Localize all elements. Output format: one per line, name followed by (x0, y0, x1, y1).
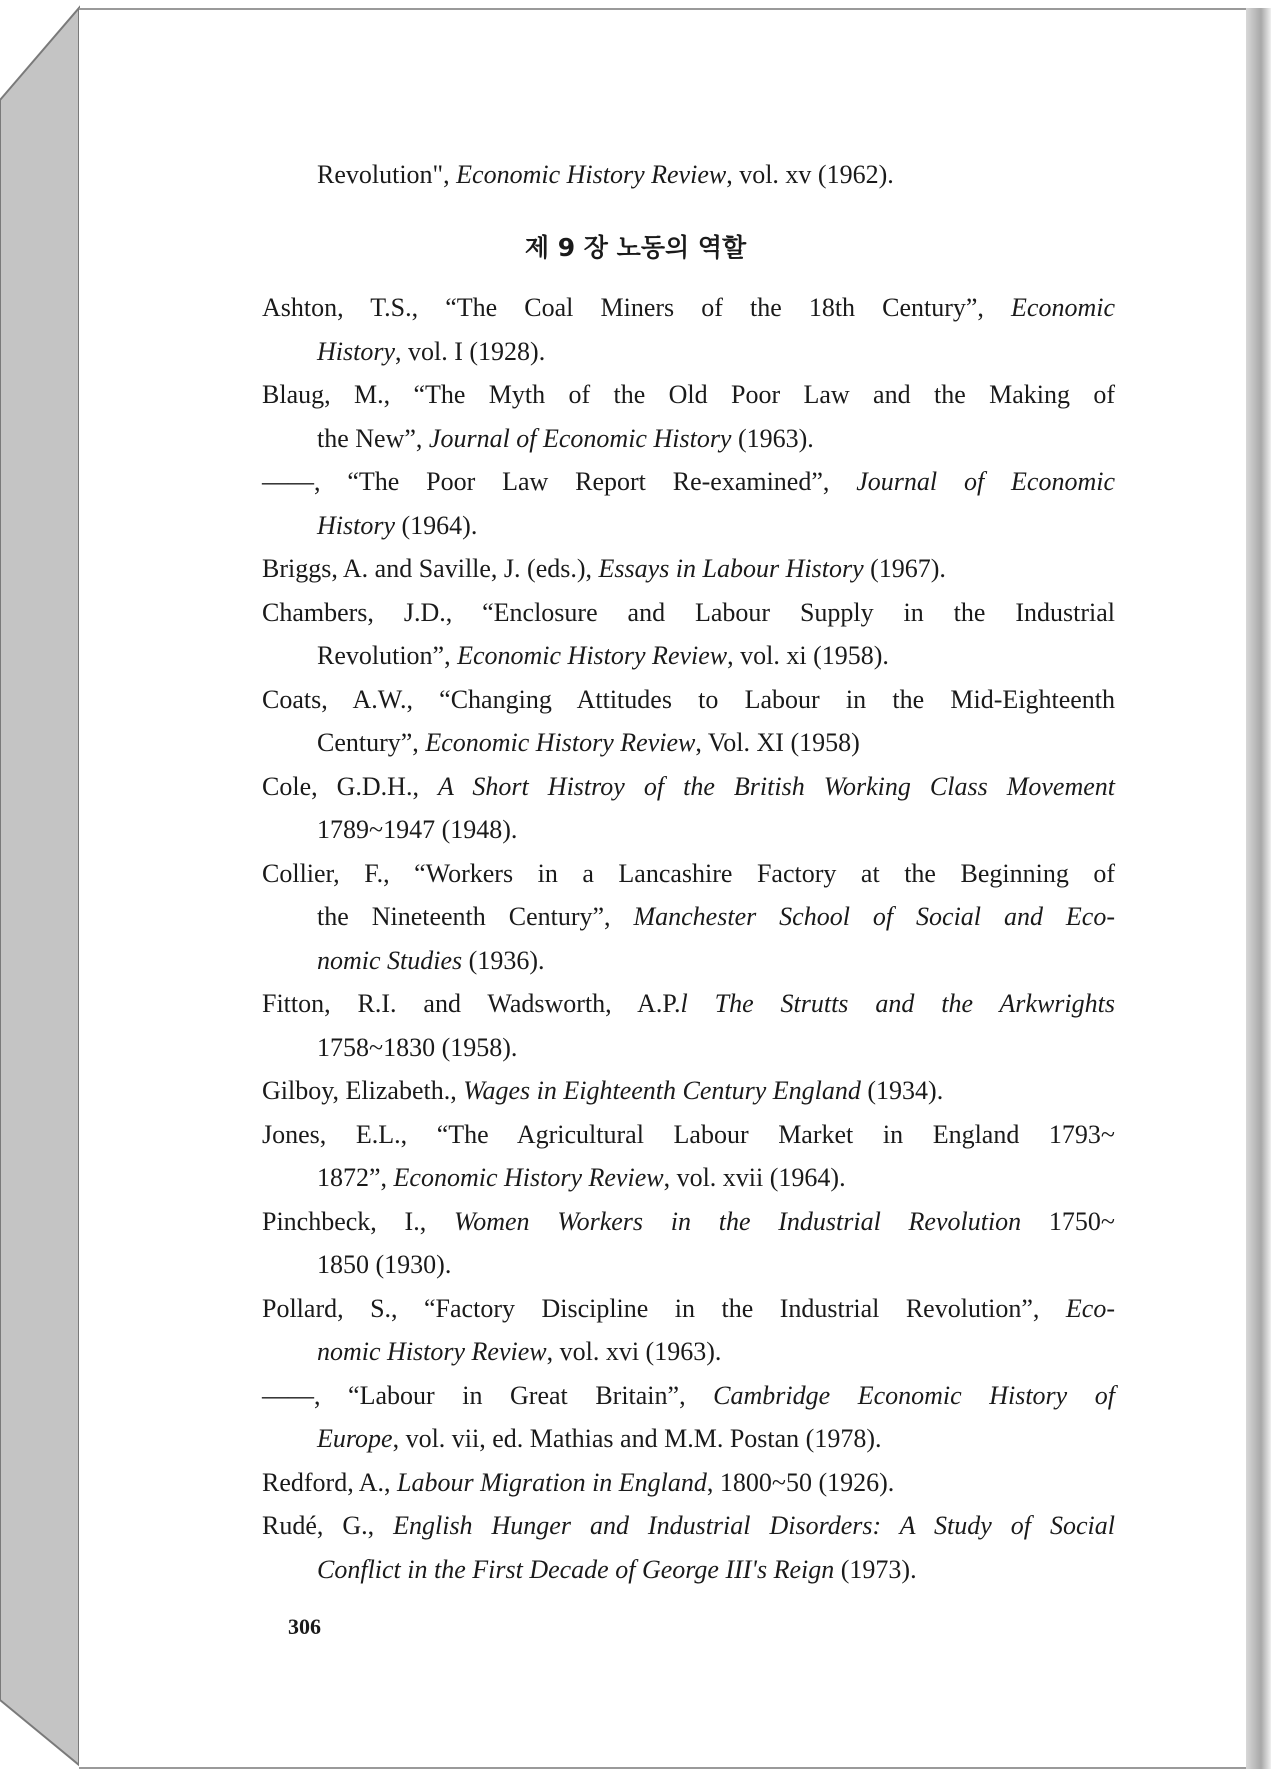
text-line (262, 1374, 1115, 1418)
text-line (317, 721, 860, 765)
text-run: Gilboy, Elizabeth., (262, 1076, 464, 1105)
text-line (317, 1330, 721, 1374)
italic-title: Conflict in the First Decade of George III's Reign (317, 1554, 835, 1584)
text-run: (1936). (462, 945, 545, 975)
text-line (262, 1461, 894, 1505)
italic-title: Cambridge Economic History of (713, 1380, 1116, 1410)
text-line (262, 1069, 943, 1113)
text-run: (1963). (731, 423, 814, 453)
italic-title: Economic (1011, 293, 1115, 322)
italic-title: Essays in Labour History (598, 554, 864, 583)
text-line (262, 373, 1115, 417)
text-run: Revolution”, (317, 641, 458, 670)
italic-title: Economic History Review (456, 160, 727, 189)
text-line (317, 417, 814, 461)
page-number: 306 (288, 1614, 321, 1639)
text-run: 1872”, (317, 1163, 394, 1192)
text-run: ——, “The Poor Law Report Re-examined”, (262, 467, 857, 496)
text-run: Jones, E.L., “The Agricultural Labour Market in England 1793~ (262, 1119, 1115, 1149)
italic-title: Women Workers in the Industrial Revolution (453, 1206, 1022, 1236)
text-run: Ashton, T.S., “The Coal Miners of the 18th Century”, (262, 293, 1012, 322)
text-line (317, 895, 1115, 939)
text-run: Pollard, S., “Factory Discipline in the Industrial Revolution”, (262, 1293, 1066, 1323)
italic-title: Economic History Review (457, 641, 728, 670)
text-run: Cole, G.D.H., (262, 771, 438, 801)
text-run: Collier, F., “Workers in a Lancashire Factory at the Beginning of (262, 858, 1115, 888)
text-line (262, 1113, 1115, 1157)
text-run: ——, “Labour in Great Britain”, (262, 1380, 714, 1410)
text-run: Coats, A.W., “Changing Attitudes to Labour in the Mid-Eighteenth (262, 684, 1115, 714)
text-line (317, 504, 477, 548)
text-run: (1973). (834, 1554, 917, 1584)
book-spine (0, 0, 80, 1773)
text-run: 1850 (1930). (317, 1250, 452, 1279)
text-line (262, 852, 1115, 896)
text-run: , vol. xvi (1963). (546, 1337, 722, 1366)
text-line (262, 591, 1115, 635)
italic-title: l The Strutts and the Arkwrights (680, 989, 1115, 1018)
text-run: , 1800~50 (1926). (706, 1467, 895, 1497)
text-run: the New”, (317, 423, 429, 453)
italic-title: Europe (317, 1424, 393, 1453)
text-run: Blaug, M., “The Myth of the Old Poor Law and the Making of (262, 380, 1115, 409)
text-line (262, 678, 1115, 722)
text-line (262, 460, 1115, 504)
text-run: Fitton, R.I. and Wadsworth, A.P. (262, 989, 681, 1018)
text-line (317, 1026, 517, 1070)
text-run: , vol. xvii (1964). (663, 1163, 846, 1192)
italic-title: Manchester School of Social and Eco- (633, 902, 1116, 931)
page-edge-shadow (1246, 8, 1271, 1769)
text-run: , vol. xv (1962). (726, 160, 894, 189)
italic-title: Journal of Economic (856, 467, 1115, 496)
text-line (317, 939, 544, 983)
text-run: Rudé, G., (262, 1511, 394, 1540)
text-run: Briggs, A. and Saville, J. (eds.), (262, 554, 599, 583)
text-run: , vol. xi (1958). (727, 641, 889, 670)
text-run: (1934). (860, 1076, 944, 1105)
text-run: 1758~1830 (1958). (317, 1032, 518, 1062)
italic-title: Wages in Eighteenth Century England (463, 1076, 861, 1105)
italic-title: Economic History Review (425, 728, 696, 757)
text-line (317, 1243, 451, 1287)
text-line (262, 765, 1115, 809)
text-line (262, 982, 1115, 1026)
text-line (262, 547, 946, 591)
text-run: Revolution", (317, 160, 457, 189)
italic-title: History (317, 510, 395, 540)
italic-title: Labour Migration in England (397, 1467, 707, 1497)
text-line (317, 634, 889, 678)
text-run: , vol. I (1928). (395, 336, 546, 366)
text-line (317, 153, 894, 197)
text-line (262, 1200, 1115, 1244)
text-line (317, 1156, 846, 1200)
text-line (317, 1417, 882, 1461)
text-line (262, 1287, 1115, 1331)
text-run: Century”, (317, 728, 426, 757)
italic-title: A Short Histroy of the British Working Class Movement (438, 771, 1115, 801)
chapter-heading: 제 9 장 노동의 역할 (524, 233, 747, 262)
text-line (317, 808, 517, 852)
text-run: 1789~1947 (1948). (317, 815, 518, 844)
text-line (262, 286, 1115, 330)
italic-title: nomic Studies (317, 945, 463, 975)
text-line (317, 330, 545, 374)
text-line (317, 1548, 917, 1592)
text-run: 1750~ (1021, 1206, 1115, 1236)
text-line (262, 1504, 1115, 1548)
italic-title: Eco- (1065, 1293, 1115, 1323)
text-run: the Nineteenth Century”, (317, 902, 634, 931)
text-run: (1967). (863, 554, 946, 583)
italic-title: Economic History Review (393, 1163, 664, 1192)
italic-title: Journal of Economic History (428, 423, 732, 453)
text-run: , vol. vii, ed. Mathias and M.M. Postan (1978). (392, 1424, 882, 1453)
text-run: Pinchbeck, I., (262, 1206, 454, 1236)
text-run: Redford, A., (262, 1467, 398, 1497)
italic-title: nomic History Review (317, 1337, 547, 1366)
text-run: (1964). (395, 510, 478, 540)
text-run: Chambers, J.D., “Enclosure and Labour Supply in the Industrial (262, 597, 1115, 627)
text-run: , Vol. XI (1958) (695, 728, 860, 757)
italic-title: History (317, 336, 395, 366)
italic-title: English Hunger and Industrial Disorders: A Study of Social (393, 1511, 1115, 1540)
